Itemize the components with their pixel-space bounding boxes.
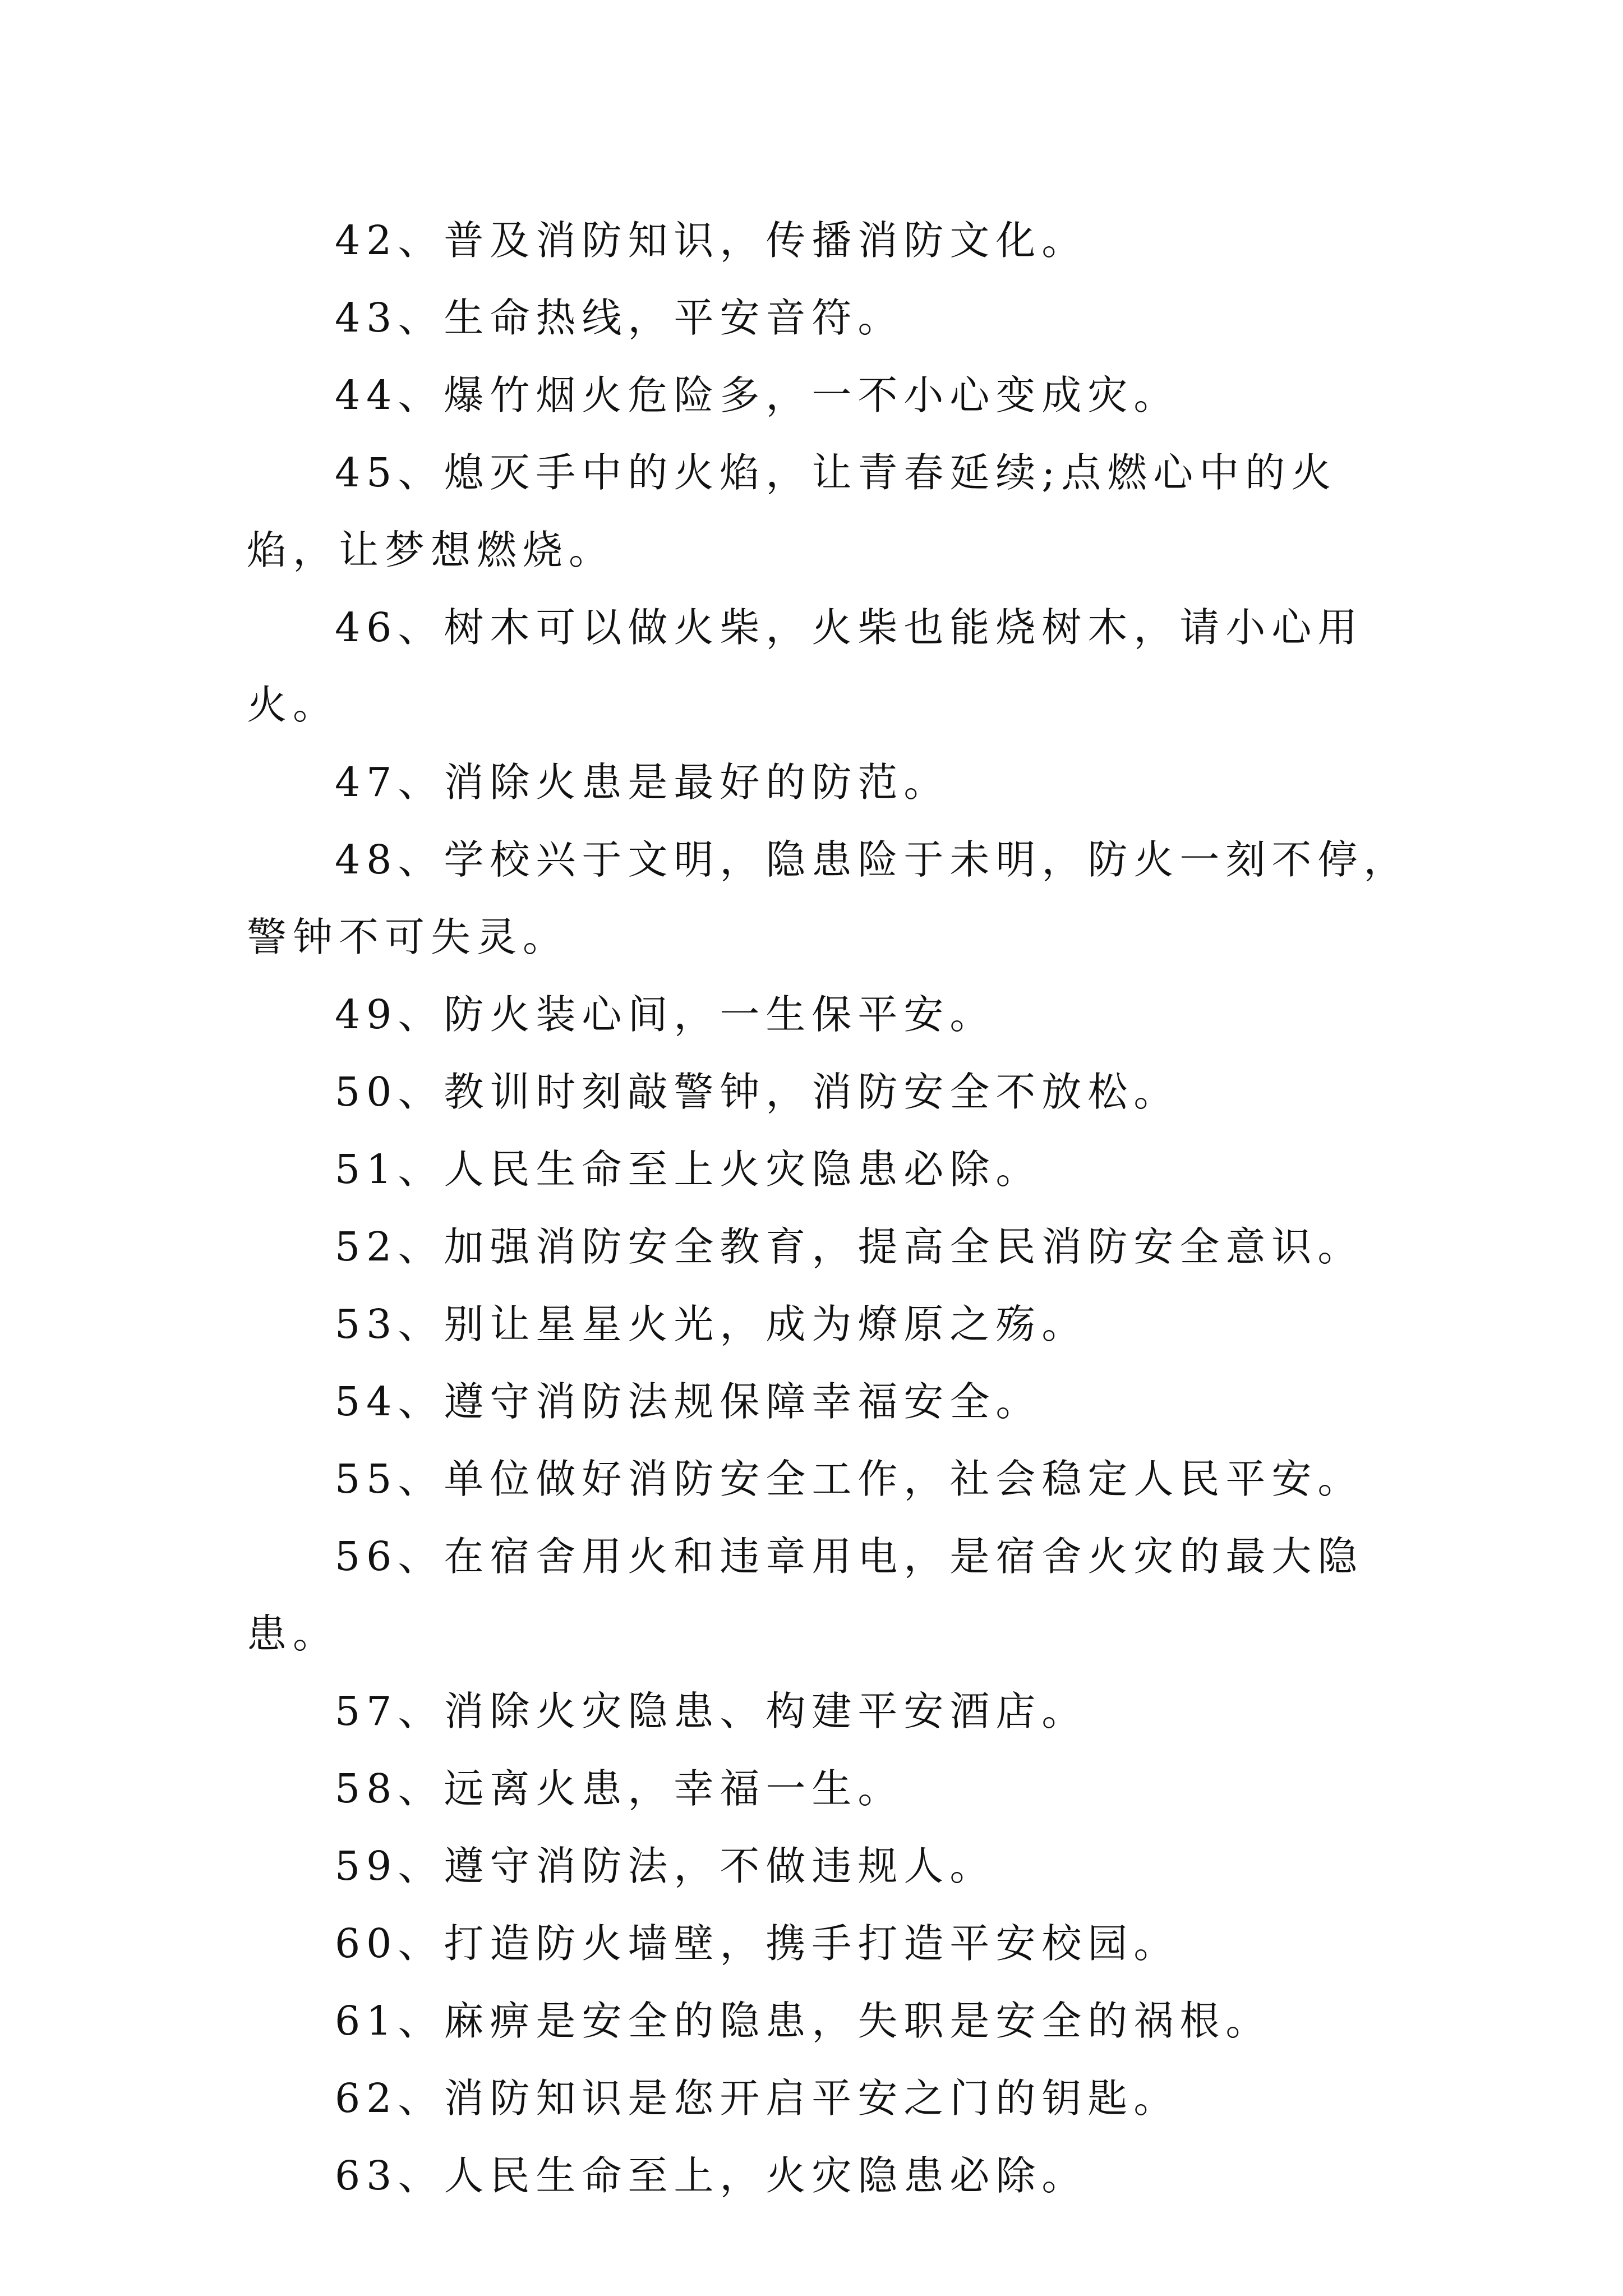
paragraph: 58、远离火患，幸福一生。 (335, 1765, 904, 1812)
paragraph: 45、熄灭手中的火焰，让青春延续;点燃心中的火焰，让梦想燃烧。 (247, 449, 1338, 573)
paragraph: 46、树木可以做火柴，火柴也能烧树木，请小心用火。 (247, 604, 1364, 728)
paragraph: 44、爆竹烟火危险多，一不小心变成灾。 (335, 372, 1180, 418)
paragraph: 49、防火装心间，一生保平安。 (335, 991, 996, 1038)
paragraph: 59、遵守消防法，不做违规人。 (335, 1843, 996, 1889)
paragraph: 53、别让星星火光，成为燎原之殇。 (335, 1301, 1088, 1347)
paragraph: 55、单位做好消防安全工作，社会稳定人民平安。 (335, 1456, 1364, 1502)
paragraph: 62、消防知识是您开启平安之门的钥匙。 (335, 2075, 1180, 2122)
paragraph: 48、学校兴于文明，隐患险于未明，防火一刻不停，警钟不可失灵。 (247, 836, 1410, 960)
paragraph: 43、生命热线，平安音符。 (335, 295, 904, 341)
paragraph: 61、麻痹是安全的隐患，失职是安全的祸根。 (335, 1998, 1272, 2044)
paragraph: 50、教训时刻敲警钟，消防安全不放松。 (335, 1069, 1180, 1115)
paragraph: 51、人民生命至上火灾隐患必除。 (335, 1146, 1042, 1193)
paragraph: 42、普及消防知识，传播消防文化。 (335, 217, 1088, 264)
paragraph: 60、打造防火墙壁，携手打造平安校园。 (335, 1920, 1180, 1967)
paragraph: 52、加强消防安全教育，提高全民消防安全意识。 (335, 1223, 1364, 1270)
slogan-list (247, 202, 1424, 2215)
paragraph: 47、消除火患是最好的防范。 (335, 759, 950, 806)
paragraph: 57、消除火灾隐患、构建平安酒店。 (335, 1688, 1088, 1734)
paragraph: 54、遵守消防法规保障幸福安全。 (335, 1378, 1042, 1425)
paragraph: 63、人民生命至上，火灾隐患必除。 (335, 2152, 1088, 2199)
paragraph: 56、在宿舍用火和违章用电，是宿舍火灾的最大隐患。 (247, 1533, 1364, 1657)
